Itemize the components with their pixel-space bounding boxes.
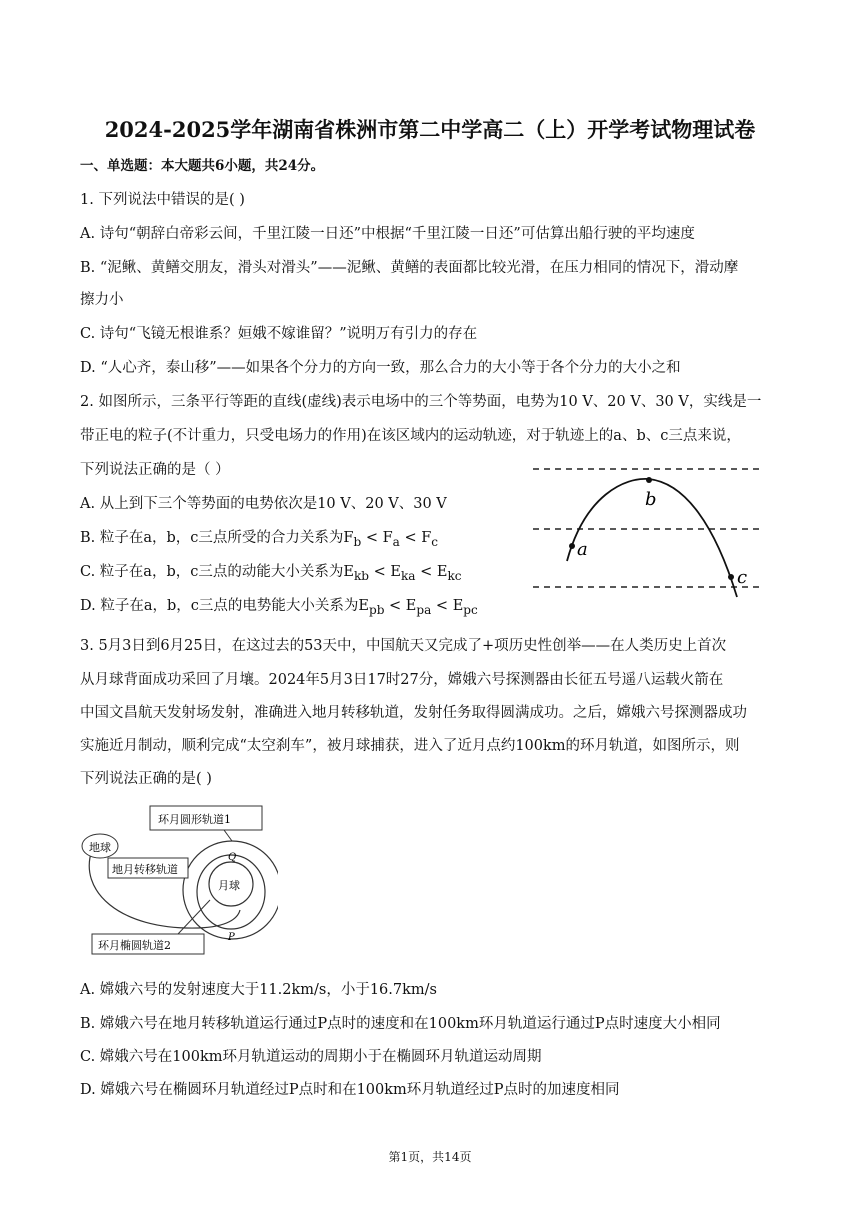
page-footer: 第1页，共14页 <box>388 1150 472 1164</box>
q3-stem-line1: 3. 5月3日到6月25日，在这过去的53天中，中国航天又完成了+项历史性创举——在人类历史上首次 <box>80 638 727 654</box>
q3-stem-line2: 从月球背面成功采回了月壤。2024年5月3日17时27分，嫦娥六号探测器由长征五号遥八运载火箭在 <box>80 672 724 688</box>
q-point-label: Q <box>228 852 237 863</box>
moon-label: 月球 <box>218 879 240 892</box>
q2-stem-line1: 2. 如图所示，三条平行等距的直线(虚线)表示电场中的三个等势面，电势为10 V、20 V、30 V，实线是一 <box>80 394 762 410</box>
q2-option-c: C. 粒子在a，b，c三点的动能大小关系为$E_{kb} < E_{ka} < E_{kc}$ <box>80 564 462 583</box>
earth-label: 地球 <box>89 841 111 854</box>
q1-option-b-cont: 擦力小 <box>80 292 124 308</box>
q3-option-c: C. 嫦娥六号在100km环月轨道运动的周期小于在椭圆环月轨道运动周期 <box>80 1049 542 1065</box>
q2-stem-line2: 带正电的粒子(不计重力，只受电场力的作用)在该区域内的运动轨迹，对于轨迹上的a、b、c三点来说， <box>80 428 741 444</box>
circular-orbit-label: 环月圆形轨道1 <box>158 813 231 826</box>
q3-stem-line3: 中国文昌航天发射场发射，准确进入地月转移轨道，发射任务取得圆满成功。之后，嫦娥六号探测器成功 <box>80 705 747 721</box>
q2-equipotential-figure <box>525 455 770 605</box>
label-b: b <box>645 489 657 510</box>
page-title: 2024-2025学年湖南省株洲市第二中学高二（上）开学考试物理试卷 <box>104 117 756 142</box>
q2-option-a: A. 从上到下三个等势面的电势依次是10 V、20 V、30 V <box>80 496 447 512</box>
q3-stem-line4: 实施近月制动，顺利完成“太空刹车”，被月球捕获，进入了近月点约100km的环月轨道，如图所示，则 <box>80 738 740 754</box>
ellipse-label: 环月椭圆轨道2 <box>98 939 171 952</box>
p-point-label: P <box>228 932 235 943</box>
section-heading: 一、单选题：本大题共6小题，共24分。 <box>80 158 325 174</box>
q2-option-b: B. 粒子在a，b，c三点所受的合力关系为$F_b < F_a < F_c$ <box>80 530 439 549</box>
q1-option-d: D. “人心齐，泰山移”——如果各个分力的方向一致，那么合力的大小等于各个分力的大小之和 <box>80 360 681 376</box>
q1-option-a: A. 诗句“朝辞白帝彩云间，千里江陵一日还”中根据“千里江陵一日还”可估算出船行驶的平均速度 <box>80 226 695 242</box>
q1-stem: 1. 下列说法中错误的是( ) <box>80 192 245 208</box>
q1-option-b: B. “泥鳅、黄鳝交朋友，滑头对滑头”——泥鳅、黄鳝的表面都比较光滑，在压力相同的情况下，滑动摩 <box>80 260 739 276</box>
elliptical-orbit <box>197 855 265 929</box>
circular-orbit-leader <box>224 830 232 841</box>
q1-option-c: C. 诗句“飞镜无根谁系？姮娥不嫁谁留？”说明万有引力的存在 <box>80 326 478 342</box>
label-c: c <box>737 567 748 588</box>
point-c <box>728 574 734 580</box>
label-a: a <box>577 539 588 560</box>
q2-stem-line3: 下列说法正确的是（ ） <box>80 462 230 478</box>
q3-stem-line5: 下列说法正确的是( ) <box>80 771 212 787</box>
point-a <box>569 543 575 549</box>
q2-option-d: D. 粒子在a，b，c三点的电势能大小关系为$E_{pb} < E_{pa} < E_{pc}$ <box>80 598 478 617</box>
q3-option-d: D. 嫦娥六号在椭圆环月轨道经过P点时和在100km环月轨道经过P点时的加速度相同 <box>80 1082 620 1098</box>
q3-option-b: B. 嫦娥六号在地月转移轨道运行通过P点时的速度和在100km环月轨道运行通过P点时速度大小相同 <box>80 1016 721 1032</box>
point-b <box>646 477 652 483</box>
q3-orbit-figure <box>78 800 278 960</box>
q3-option-a: A. 嫦娥六号的发射速度大于11.2km/s，小于16.7km/s <box>80 982 437 998</box>
transfer-label: 地月转移轨道 <box>112 863 178 876</box>
